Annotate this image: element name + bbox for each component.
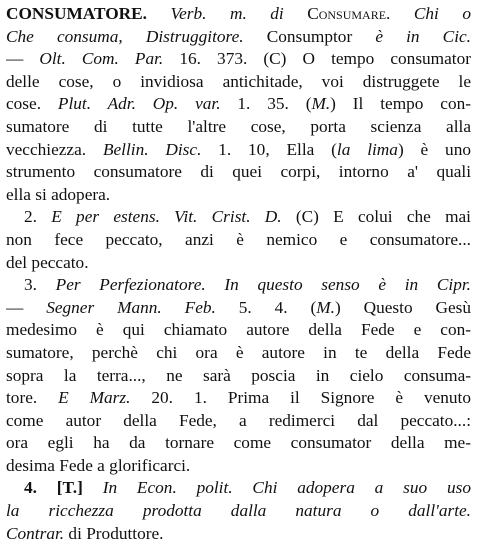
entry-line: desima Fede a glorificarci.: [6, 455, 191, 475]
entry-line: la ricchezza prodotta dalla natura o dall'arte.: [6, 501, 471, 521]
entry-line: medesimo è qui chiamato autore della Fede e con-: [6, 320, 471, 340]
entry-line: Contrar. di Produttore.: [6, 523, 164, 543]
entry-line: non fece peccato, anzi è nemico e consumatore...: [6, 229, 471, 249]
entry-line: Che consuma, Distruggitore. Consumptor è in Cic.: [6, 26, 471, 46]
entry-line: strumento consumatore di quei corpi, intorno a' quali: [6, 162, 471, 182]
entry-line: CONSUMATORE. Verb. m. di Consumare. Chi o: [6, 4, 471, 23]
entry-line: — Olt. Com. Par. 16. 373. (C) O tempo consumator: [6, 49, 471, 69]
entry-line: cose. Plut. Adr. Op. var. 1. 35. (M.) Il tempo con-: [6, 94, 471, 114]
sense-number: 4. [T.]: [24, 478, 103, 498]
entry-line: tore. E Marz. 20. 1. Prima il Signore è venuto: [6, 388, 471, 408]
grammar-label: Verb. m. di: [170, 4, 284, 23]
citation-source: Olt. Com. Par.: [39, 49, 164, 69]
entry-line: — Segner Mann. Feb. 5. 4. (M.) Questo Gesù: [6, 297, 471, 317]
entry-line: come autor della Fede, a redimerci dal peccato...:: [6, 410, 471, 430]
sense-3-line: 3. Per Perfezionatore. In questo senso è in Cipr.: [24, 275, 471, 295]
entry-line: sopra la terra..., ne sarà poscia in cielo consuma-: [6, 365, 471, 385]
citation-source: Plut. Adr. Op. var.: [57, 94, 221, 114]
headword: CONSUMATORE.: [6, 4, 147, 23]
entry-line: ella si adopera.: [6, 184, 111, 204]
entry-line: vecchiezza. Bellin. Disc. 1. 10, Ella (la lima) è uno: [6, 139, 471, 159]
entry-line: delle cose, o invidiosa antichitade, voi distruggete le: [6, 71, 471, 91]
entry-line: sumatore di tutte l'altre cose, porta scienza alla: [6, 116, 471, 136]
sense-4-line: 4. [T.] In Econ. polit. Chi adopera a suo uso: [24, 478, 471, 498]
sense-number: 3.: [24, 275, 56, 295]
entry-line: sumatore, perchè chi ora è autore in te della Fede: [6, 342, 471, 362]
citation-source: E Marz.: [58, 388, 131, 408]
root-word: Consumare.: [283, 4, 391, 23]
citation-source: Segner Mann. Feb.: [46, 297, 216, 317]
sense-2-line: 2. E per estens. Vit. Crist. D. (C) E colui che mai: [24, 207, 471, 227]
citation-source: Bellin. Disc.: [102, 139, 202, 159]
sense-number: 2.: [24, 207, 52, 227]
entry-line: del peccato.: [6, 252, 89, 272]
entry-line: ora egli ha da tornare come consumator della me-: [6, 433, 471, 453]
